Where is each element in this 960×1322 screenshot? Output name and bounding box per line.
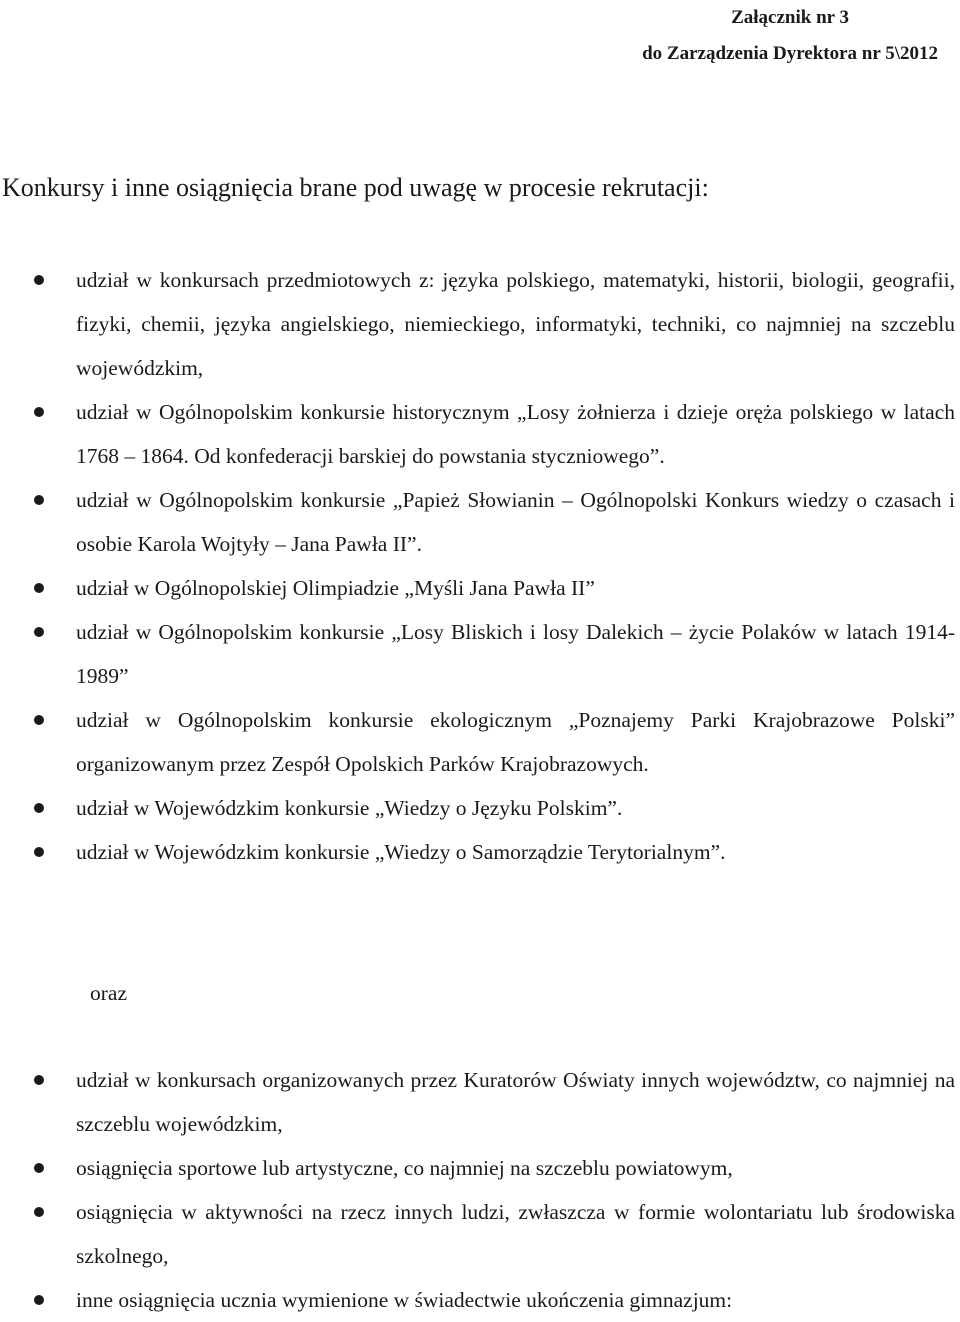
bullet-icon	[34, 1295, 44, 1305]
bullet-icon	[34, 1207, 44, 1217]
list-item-text: udział w Wojewódzkim konkursie „Wiedzy o Samorządzie Terytorialnym”.	[76, 840, 726, 864]
list-item-text: udział w Ogólnopolskim konkursie „Losy Bliskich i losy Dalekich – życie Polaków w latach 1914-1989”	[76, 620, 955, 688]
bullet-icon	[34, 715, 44, 725]
list-item-text: osiągnięcia w aktywności na rzecz innych ludzi, zwłaszcza w formie wolontariatu lub środowiska szkolnego,	[76, 1200, 955, 1268]
list-item	[0, 830, 955, 874]
list-item-text: udział w Ogólnopolskim konkursie ekologicznym „Poznajemy Parki Krajobrazowe Polski” organizowanym przez Zespół Opolskich Parków Krajobrazowych.	[76, 708, 955, 776]
list-item	[0, 1190, 955, 1278]
regulation-reference: do Zarządzenia Dyrektora nr 5\2012	[642, 43, 938, 64]
competitions-list	[0, 258, 955, 874]
list-item	[0, 566, 955, 610]
list-item-text: udział w Wojewódzkim konkursie „Wiedzy o Języku Polskim”.	[76, 796, 623, 820]
list-item	[0, 786, 955, 830]
achievements-list	[0, 1058, 955, 1322]
list-item	[0, 258, 955, 390]
list-item-text: udział w Ogólnopolskim konkursie historycznym „Losy żołnierza i dzieje oręża polskiego w latach 1768 – 1864. Od konfederacji barskiej do powstania styczniowego”.	[76, 400, 955, 468]
bullet-icon	[34, 1075, 44, 1085]
bullet-icon	[34, 495, 44, 505]
bullet-icon	[34, 583, 44, 593]
attachment-header	[642, 0, 938, 72]
list-item	[0, 698, 955, 786]
bullet-icon	[34, 275, 44, 285]
list-item	[0, 1278, 955, 1322]
bullet-icon	[34, 847, 44, 857]
list-item-text: udział w Ogólnopolskiej Olimpiadzie „Myśli Jana Pawła II”	[76, 576, 595, 600]
list-item-text: udział w Ogólnopolskim konkursie „Papież Słowianin – Ogólnopolski Konkurs wiedzy o czasach i osobie Karola Wojtyły – Jana Pawła II”.	[76, 488, 955, 556]
bullet-icon	[34, 803, 44, 813]
list-item	[0, 1058, 955, 1146]
bullet-icon	[34, 627, 44, 637]
list-item	[0, 390, 955, 478]
list-item	[0, 1146, 955, 1190]
list-item-text: inne osiągnięcia ucznia wymienione w świadectwie ukończenia gimnazjum:	[76, 1288, 733, 1312]
conjunction-oraz: oraz	[90, 981, 127, 1005]
list-item	[0, 478, 955, 566]
list-item-text: osiągnięcia sportowe lub artystyczne, co najmniej na szczeblu powiatowym,	[76, 1156, 733, 1180]
attachment-number: Załącznik nr 3	[731, 7, 849, 28]
document-title: Konkursy i inne osiągnięcia brane pod uwagę w procesie rekrutacji:	[2, 173, 709, 202]
list-item-text: udział w konkursach przedmiotowych z: języka polskiego, matematyki, historii, biologii, geografii, fizyki, chemii, języka angielskiego, niemieckiego, informatyki, techniki, co najmniej na szczeblu wojewódzkim,	[76, 268, 955, 380]
bullet-icon	[34, 407, 44, 417]
list-item-text: udział w konkursach organizowanych przez Kuratorów Oświaty innych województw, co najmniej na szczeblu wojewódzkim,	[76, 1068, 955, 1136]
bullet-icon	[34, 1163, 44, 1173]
list-item	[0, 610, 955, 698]
